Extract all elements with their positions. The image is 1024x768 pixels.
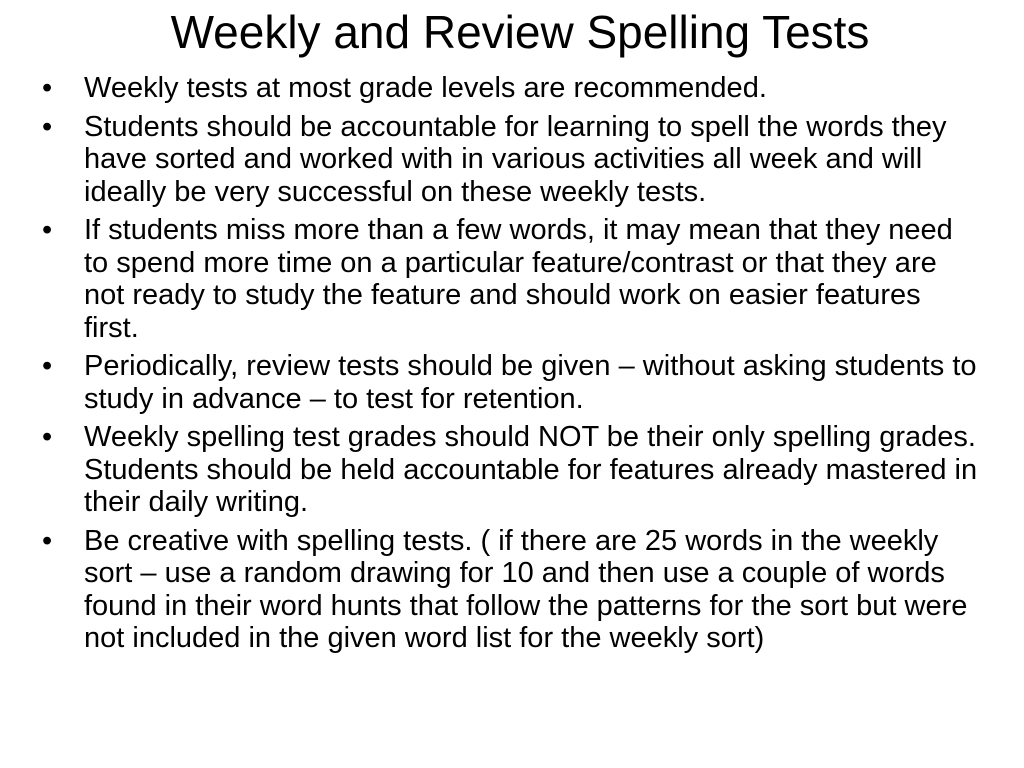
bullet-marker: • bbox=[42, 350, 53, 382]
bullet-text: Be creative with spelling tests. ( if there are 25 words in the weekly sort – use a random drawing for 10 and then use a couple of words found in their word hunts that follow the patterns for the sort but were not included in the given word list for the weekly sort) bbox=[84, 524, 968, 654]
bullet-text: Periodically, review tests should be given – without asking students to study in advance – to test for retention. bbox=[84, 350, 977, 415]
bullet-marker: • bbox=[42, 421, 53, 453]
slide-title: Weekly and Review Spelling Tests bbox=[170, 6, 870, 58]
bullet-item bbox=[40, 72, 980, 105]
bullet-text: Students should be accountable for learning to spell the words they have sorted and worked with in various activities all week and will ideally be very successful on these weekly tests. bbox=[84, 110, 947, 208]
bullet-item bbox=[40, 525, 980, 655]
bullet-item bbox=[40, 421, 980, 519]
bullet-item bbox=[40, 214, 980, 344]
bullet-marker: • bbox=[42, 214, 53, 246]
bullet-text: Weekly tests at most grade levels are recommended. bbox=[84, 72, 767, 104]
bullet-list bbox=[40, 72, 980, 661]
bullet-text: Weekly spelling test grades should NOT be their only spelling grades. Students should be held accountable for features already mastered in their daily writing. bbox=[84, 421, 978, 518]
bullet-marker: • bbox=[42, 110, 53, 143]
bullet-marker: • bbox=[42, 72, 53, 104]
bullet-marker: • bbox=[42, 524, 53, 557]
bullet-text: If students miss more than a few words, it may mean that they need to spend more time on a particular feature/contrast or that they are not ready to study the feature and should work on easier features first. bbox=[84, 214, 953, 344]
bullet-item bbox=[40, 111, 980, 209]
bullet-item bbox=[40, 350, 980, 415]
